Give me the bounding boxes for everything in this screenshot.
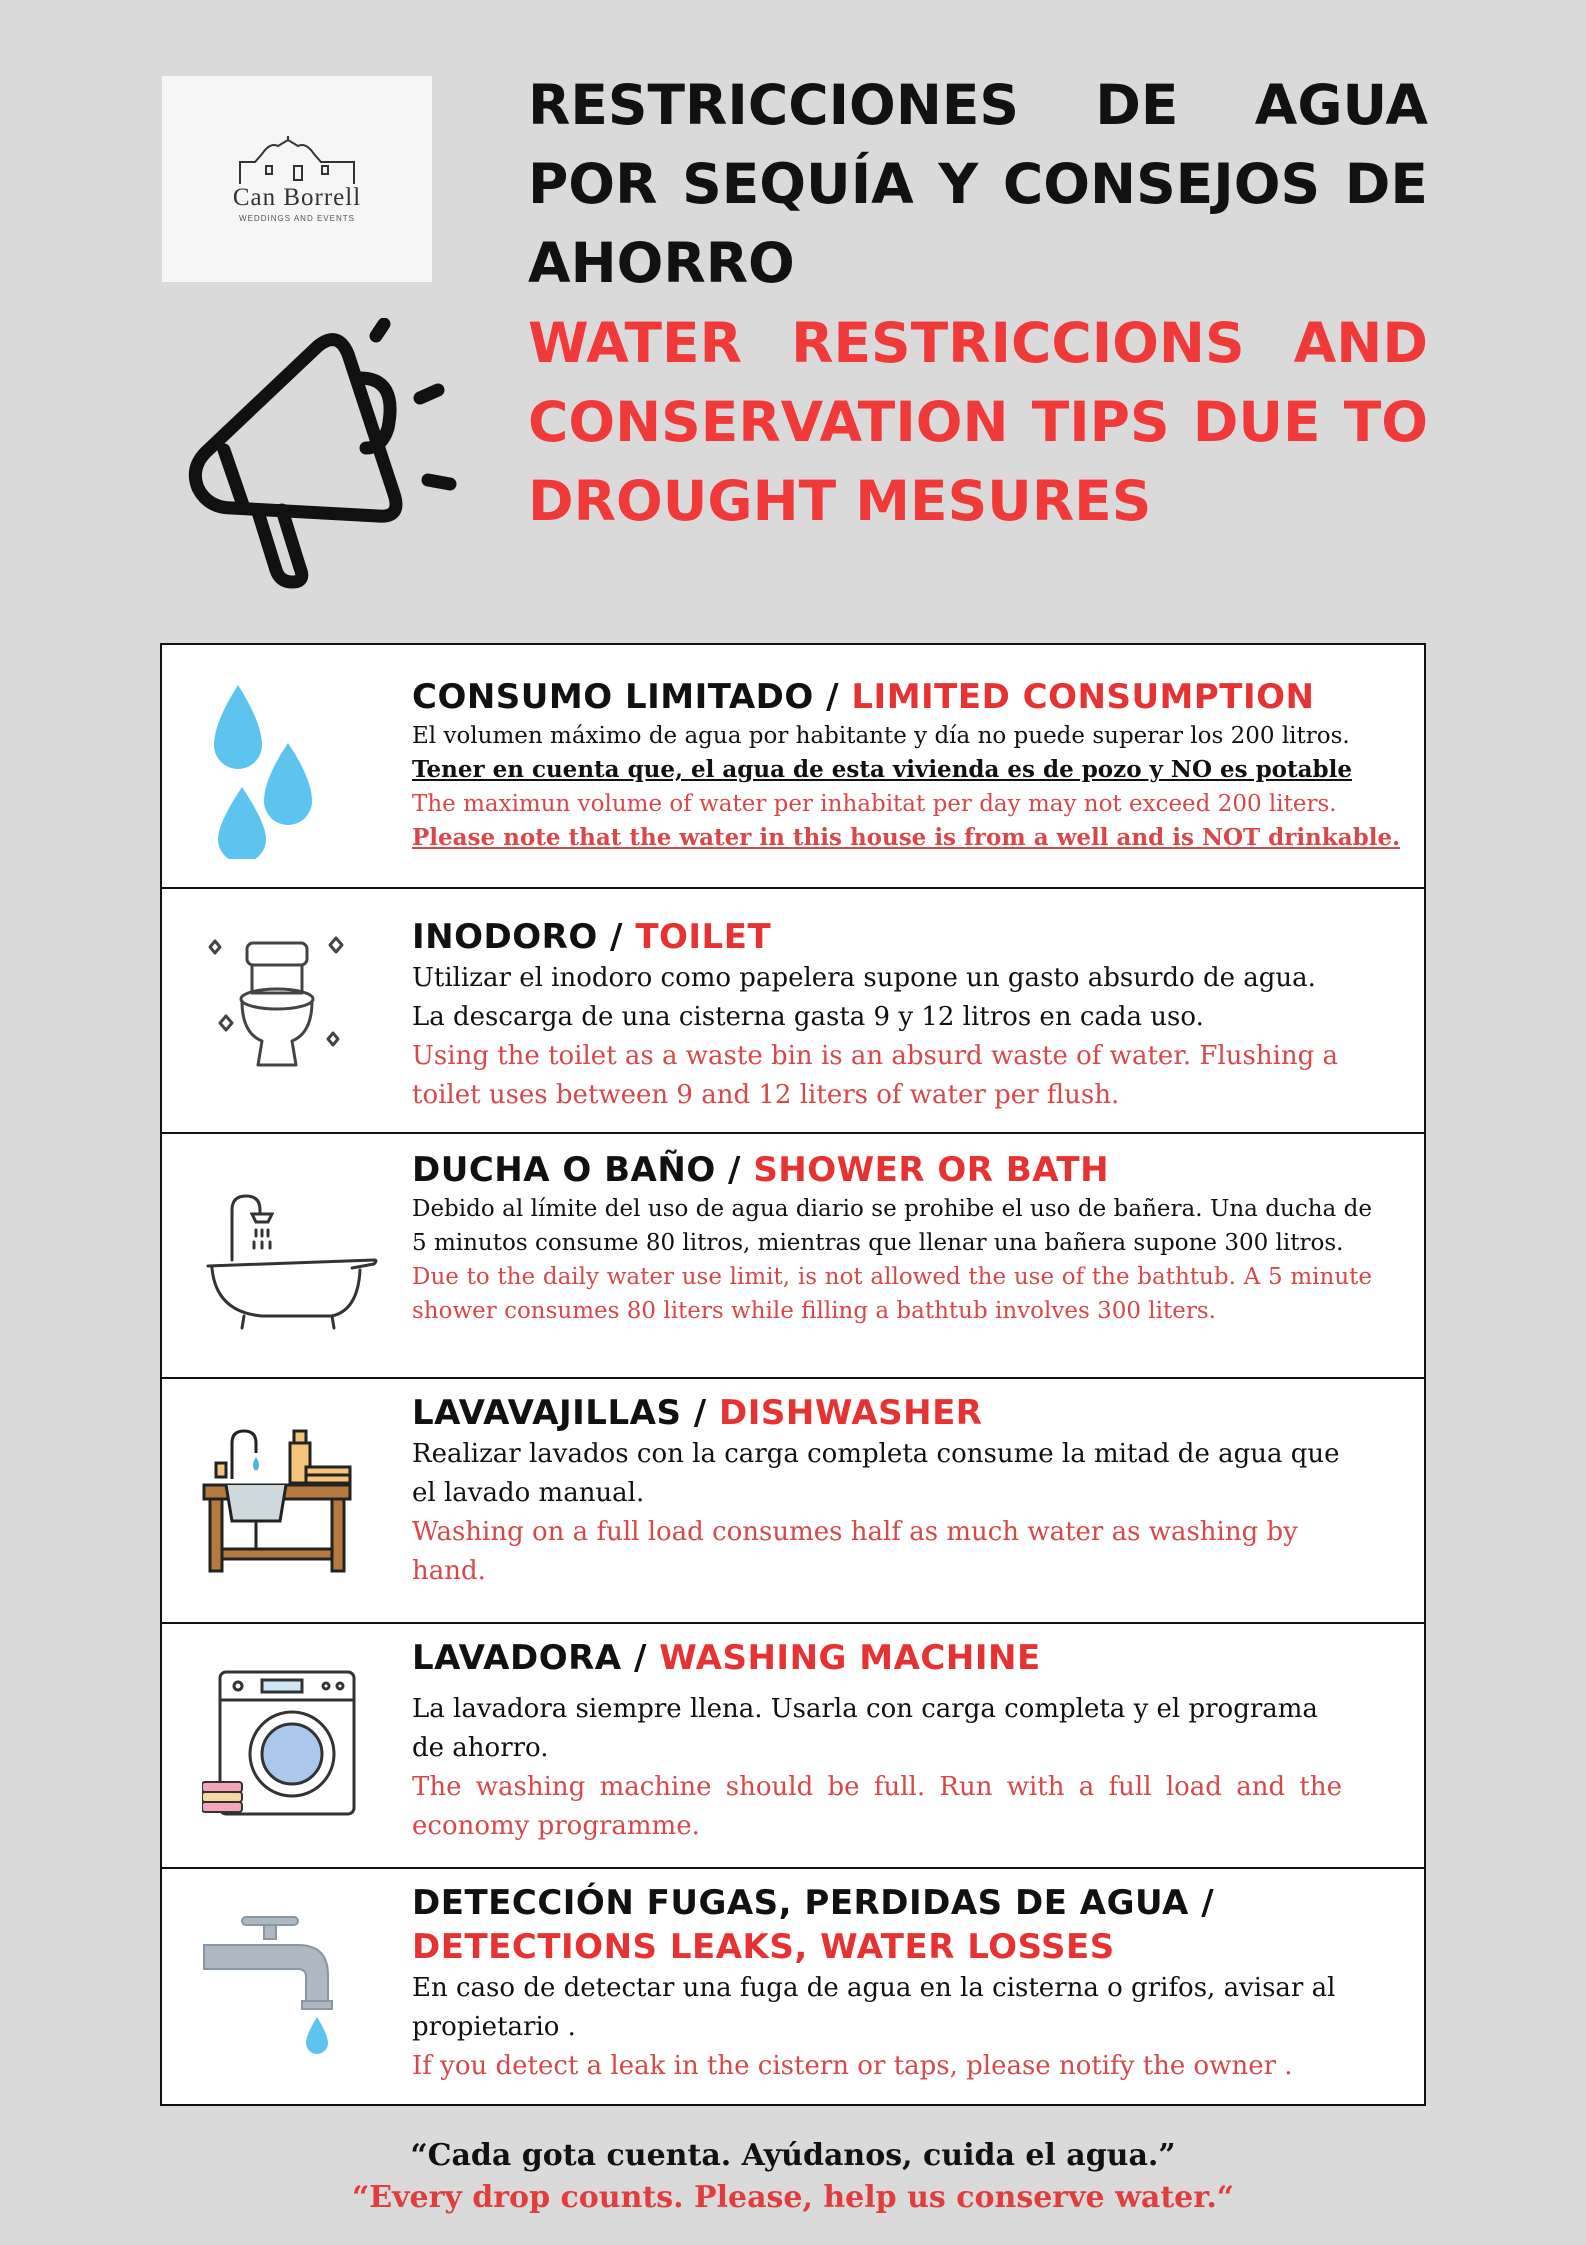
section-heading: LAVADORA / WASHING MACHINE [412,1638,1041,1678]
section-heading: DUCHA O BAÑO / SHOWER OR BATH [412,1150,1110,1190]
tips-table [160,643,1426,2106]
tip-row-shower-bath [162,1134,1424,1379]
tip-row-washing-machine [162,1624,1424,1869]
toilet-icon [202,933,352,1083]
logo-brand: Can Borrell [232,184,362,211]
text-english: The maximun volume of water per inhabitat per day may not exceed 200 liters. [412,791,1337,817]
quote-english: “Every drop counts. Please, help us conserve water.“ [351,2180,1235,2215]
megaphone-icon [188,318,468,598]
title-english: WATER RESTRICCIONS AND CONSERVATION TIPS DUE TO DROUGHT MESURES [528,311,1428,533]
tip-row-toilet [162,889,1424,1134]
bathtub-icon [202,1190,382,1340]
logo-tagline: WEDDINGS AND EVENTS [239,214,355,223]
chapel-logo-icon [210,136,384,186]
section-heading: INODORO / TOILET [412,917,772,957]
text-english: The washing machine should be full. Run with a full load and the economy programme. [412,1772,1342,1841]
text-english: Washing on a full load consumes half as much water as washing by hand. [412,1517,1298,1586]
washing-machine-icon [202,1666,362,1826]
text-spanish: El volumen máximo de agua por habitante y día no puede superar los 200 litros. [412,723,1350,749]
water-drops-icon [202,679,332,859]
tip-row-limited-consumption [162,645,1424,889]
note-spanish: Tener en cuenta que, el agua de esta vivienda es de pozo y NO es potable [412,756,1352,783]
text-english: Using the toilet as a waste bin is an absurd waste of water. Flushing a toilet uses between 9 and 12 liters of water per flush. [412,1041,1339,1110]
text-english: If you detect a leak in the cistern or taps, please notify the owner . [412,2051,1293,2081]
dripping-tap-icon [202,1911,342,2061]
title-spanish: RESTRICCIONES DE AGUA POR SEQUÍA Y CONSEJOS DE AHORRO [528,73,1428,295]
tip-row-leaks [162,1869,1424,2108]
dishwasher-sink-icon [202,1423,352,1583]
text-spanish: La lavadora siempre llena. Usarla con carga completa y el programa de ahorro. [412,1694,1318,1763]
logo [162,76,432,282]
text-english: Due to the daily water use limit, is not allowed the use of the bathtub. A 5 minute shower consumes 80 liters while filling a bathtub involves 300 liters. [412,1264,1372,1324]
section-heading: LAVAVAJILLAS / DISHWASHER [412,1393,983,1433]
text-spanish: Realizar lavados con la carga completa consume la mitad de agua que el lavado manual. [412,1439,1340,1508]
section-heading: DETECCIÓN FUGAS, PERDIDAS DE AGUA / DETECTIONS LEAKS, WATER LOSSES [412,1883,1215,1967]
note-english: Please note that the water in this house is from a well and is NOT drinkable. [412,824,1401,851]
tip-row-dishwasher [162,1379,1424,1624]
section-heading: CONSUMO LIMITADO / LIMITED CONSUMPTION [412,677,1315,717]
quote-spanish: “Cada gota cuenta. Ayúdanos, cuida el agua.” [410,2138,1176,2173]
text-spanish: En caso de detectar una fuga de agua en la cisterna o grifos, avisar al propietario . [412,1973,1336,2042]
text-spanish: Debido al límite del uso de agua diario se prohibe el uso de bañera. Una ducha de 5 minutos consume 80 litros, mientras que llenar una bañera supone 300 litros. [412,1196,1372,1256]
text-spanish: Utilizar el inodoro como papelera supone un gasto absurdo de agua. La descarga de una cisterna gasta 9 y 12 litros en cada uso. [412,963,1316,1032]
